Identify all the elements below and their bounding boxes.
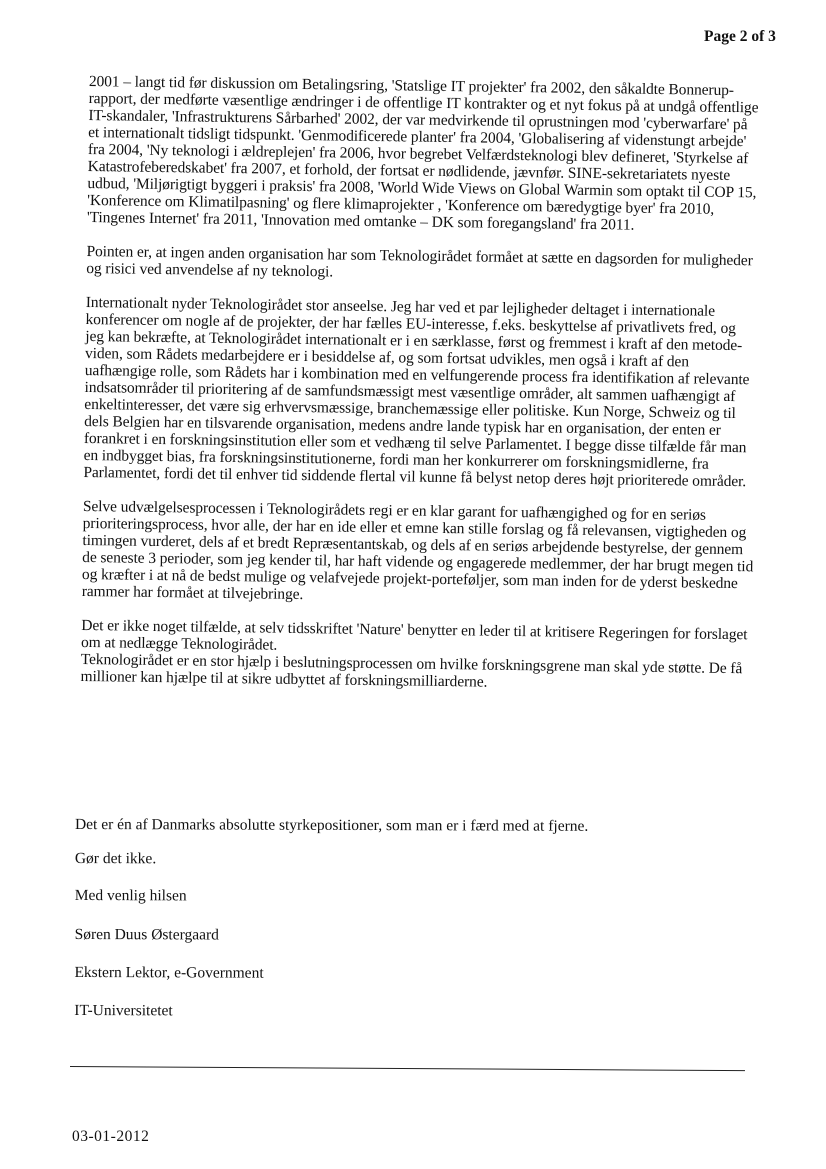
paragraph-international-standing: Internationalt nyder Teknologirådet stor anseelse. Jeg har ved et par lejligheder deltaget i internationale konferencer om nogle af de projekter, der har fælles EU-interesse, f.eks. beskyttelse af privatlivets fred, og jeg kan bekræfte, at Teknologirådet internationalt er i en særklasse, først og fremmest i kraft af den metode-viden, som Rådets medarbejdere er i besiddelse af, og som fortsat udvikles, men også i kraft af den uafhængige rolle, som Rådets har i kombination med en velfungerende process fra identifikation af relevante indsatsområder til prioritering af de samfundsmæssigt mest væsentlige områder, alt sammen uafhængigt af enkeltinteresser, det være sig erhvervsmæssige, branchemæssige eller politiske. Kun Norge, Schweiz og til dels Belgien har en tilsvarende organisation, medens andre lande typisk har en organisation, der enten er forankret i en forskningsinstitution eller som et vedhæng til selve Parlamentet. I begge disse tilfælde får man en indbygget bias, fra forskningsinstitutionerne, fordi man her konkurrerer om forskningsmidlerne, fra Parlamentet, fordi det til enhver tid siddende flertal vil kunne få belyst netop deres højt prioriterede områder. — [83, 293, 750, 491]
paragraph-nature-editorial: Det er ikke noget tilfælde, at selv tidsskriftet 'Nature' benytter en leder til at kritisere Regeringen for forslaget om at nedlægge Teknologirådet. — [80, 616, 748, 654]
closing-greeting: Med venlig hilsen — [74, 886, 187, 905]
closing-appeal: Gør det ikke. — [74, 849, 157, 868]
letter-closing — [74, 816, 755, 1020]
paragraph-project-history: 2001 – langt tid før diskussion om Betalingsring, 'Statslige IT projekter' fra 2002, den såkaldte Bonnerup-rapport, der medførte væsentlige ændringer i de offentlige IT kontrakter og et nyt fokus på at undgå offentlige IT-skandaler, 'Infrastrukturens Sårbarhed' 2002, der var medvirkende til oprustningen mod 'cyberwarfare' på et internationalt tidsligt tidspunkt. 'Genmodificerede planter' fra 2004, 'Globalisering af videnstungt arbejde' fra 2004, 'Ny teknologi i ældreplejen' fra 2006, hvor begrebet Velfærdsteknologi blev defineret, 'Styrkelse af Katastrofeberedskabet' fra 2007, et forhold, der fortsat er nødlidende, jævnfør. SINE-sekretariatets nyeste udbud, 'Miljørigtigt byggeri i praksis' fra 2008, 'World Wide Views on Global Warmin som optakt til COP 15, 'Konference om Klimatilpasning' og flere klimaprojekter , 'Konference om bæredygtige byer' fra 2010, 'Tingenes Internet' fra 2011, 'Innovation med omtanke – DK som foregangsland' fra 2011. — [86, 73, 759, 234]
signatory-title: Ekstern Lektor, e-Government — [74, 963, 264, 982]
signatory-name: Søren Duus Østergaard — [74, 925, 219, 944]
paragraph-selection-process: Selve udvælgelsesprocessen i Teknologirådets regi er en klar garant for uafhængighed og for en seriøs prioriteringsprocess, hvor alle, der har en ide eller et emne kan stille forslag og få relevansen, vigtigheden og timingen vurderet, dels af et bredt Repræsentantskab, og dels af en seriøs arbejdende bestyrelse, der gennem de seneste 3 perioder, som jeg kender til, har haft vidende og engagerede medlemmer, der har brugt megen tid og kræfter i at nå de bedst mulige og velafvejede projekt-porteføljer, som man inden for de yderst beskedne rammer har formået at tilvejebringe. — [81, 497, 754, 604]
letter-body — [80, 73, 760, 694]
footer-date: 03-01-2012 — [72, 1128, 150, 1145]
signatory-institution: IT-Universitetet — [74, 1001, 173, 1020]
page-number: Page 2 of 3 — [704, 28, 776, 45]
paragraph-decision-support: Teknologirådet er en stor hjælp i beslutningsprocessen om hvilke forskningsgrene man skal yde støtte. De få millioner kan hjælpe til at sikre udbyttet af forskningsmilliarderne. — [80, 650, 743, 691]
closing-statement: Det er én af Danmarks absolutte styrkepositioner, som man er i færd med at fjerne. — [74, 816, 589, 835]
footer-divider — [70, 1066, 745, 1071]
paragraph-agenda-setting: Pointen er, at ingen anden organisation har som Teknologirådet formået at sætte en dagsorden for muligheder og risici ved anvendelse af ny teknologi. — [86, 242, 753, 281]
